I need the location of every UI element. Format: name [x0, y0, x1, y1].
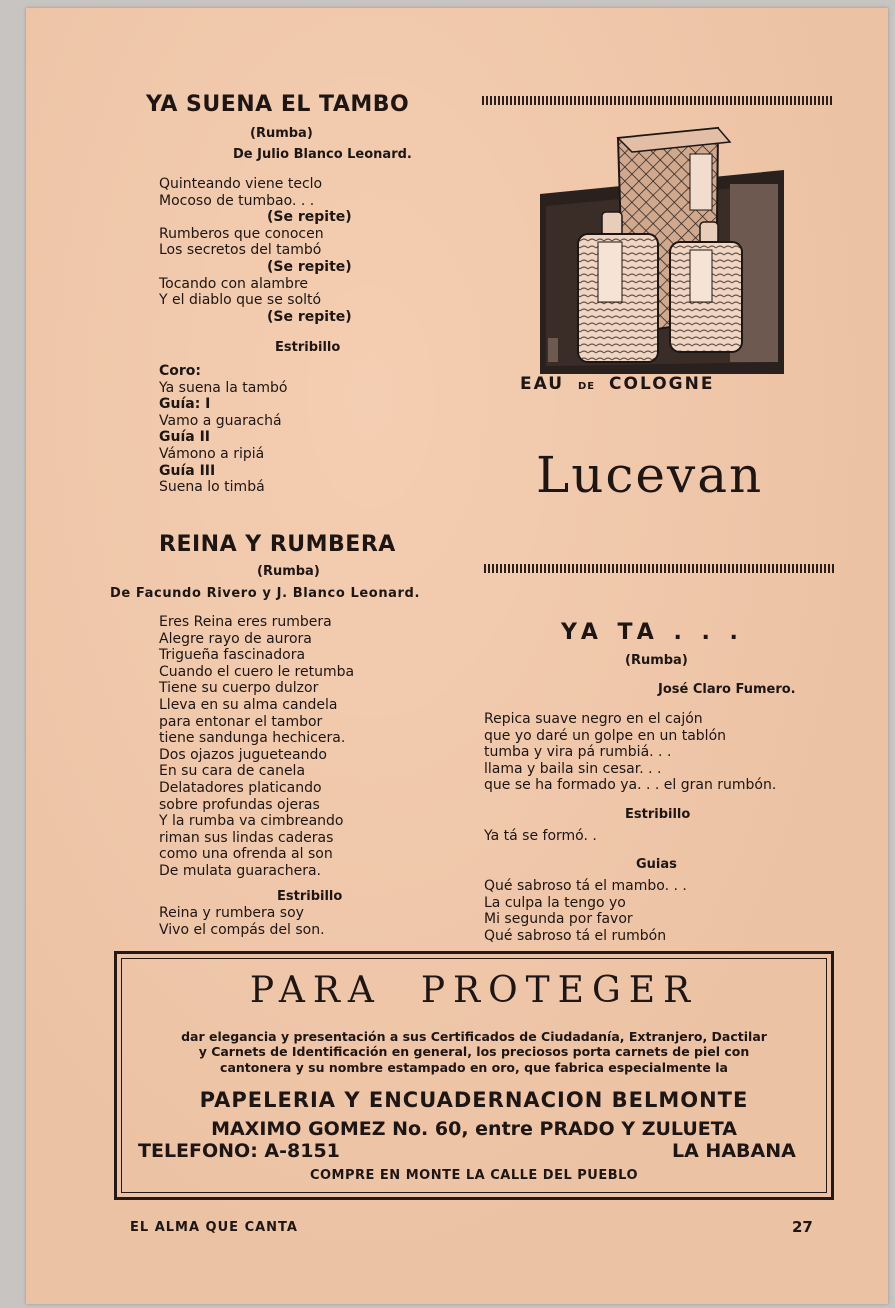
song1-title: YA SUENA EL TAMBO — [146, 92, 410, 117]
chorus-line: Vámono a ripiá — [159, 445, 265, 462]
ad-company: PAPELERIA Y ENCUADERNACION BELMONTE — [199, 1088, 749, 1112]
lyric-line: Mocoso de tumbao. . . — [159, 192, 315, 209]
song3-genre: (Rumba) — [625, 653, 688, 668]
page-number: 27 — [792, 1218, 813, 1236]
song1-chorus — [159, 363, 287, 496]
song1-verses — [159, 176, 352, 325]
bottles-icon — [540, 124, 784, 374]
lyric-line: (Se repite) — [267, 209, 352, 226]
lyric-line: (Se repite) — [267, 308, 352, 325]
lyric-line: para entonar el tambor — [159, 713, 323, 730]
chorus-line: Ya tá se formó. . — [484, 828, 597, 844]
chorus-line: Guía II — [159, 429, 210, 446]
ad-bottom-rule — [484, 564, 834, 573]
ad-body-text — [124, 1029, 824, 1075]
ad-body-line: dar elegancia y presentación a sus Certificados de Ciudadanía, Extranjero, Dactilar — [181, 1029, 767, 1044]
lyric-line: riman sus lindas caderas — [159, 829, 334, 846]
lyric-line: Repica suave negro en el cajón — [484, 711, 703, 727]
lyric-line: Tocando con alambre — [159, 275, 309, 292]
song3-verses — [484, 711, 776, 794]
song1-genre: (Rumba) — [250, 126, 313, 141]
song2-genre: (Rumba) — [257, 564, 320, 579]
lyric-line: tiene sandunga hechicera. — [159, 730, 346, 747]
lyric-line: Y el diablo que se soltó — [159, 292, 322, 309]
lyric-line: De mulata guarachera. — [159, 862, 321, 879]
ad-city: LA HABANA — [672, 1140, 796, 1162]
lyric-line: que yo daré un golpe en un tablón — [484, 727, 727, 744]
guide-line: Mi segunda por favor — [484, 911, 633, 928]
lyric-line: En su cara de canela — [159, 763, 306, 780]
lyric-line: Y la rumba va cimbreando — [159, 813, 344, 830]
lyric-line: Alegre rayo de aurora — [159, 630, 312, 647]
song2-title: REINA Y RUMBERA — [159, 532, 396, 557]
song3-guides — [484, 878, 687, 944]
lyric-line: (Se repite) — [267, 258, 352, 275]
chorus-line: Suena lo timbá — [159, 479, 265, 496]
lyric-line: Lleva en su alma candela — [159, 696, 338, 713]
lyric-line: como una ofrenda al son — [159, 846, 333, 863]
ad-slogan: COMPRE EN MONTE LA CALLE DEL PUEBLO — [309, 1168, 639, 1183]
caption-de: DE — [577, 381, 596, 392]
lucevan-logo: Lucevan — [536, 446, 764, 504]
chorus-line: Vamo a guarachá — [159, 412, 282, 429]
song2-chorus-heading: Estribillo — [277, 889, 343, 904]
guide-line: Qué sabroso tá el rumbón — [484, 927, 667, 944]
ad-body-line: cantonera y su nombre estampado en oro, que fabrica especialmente la — [220, 1059, 728, 1075]
song1-author: De Julio Blanco Leonard. — [233, 147, 412, 162]
song3-author: José Claro Fumero. — [658, 682, 796, 697]
lyric-line: Dos ojazos jugueteando — [159, 746, 327, 763]
song1-chorus-heading: Estribillo — [275, 340, 341, 355]
cologne-bottles-illustration — [540, 124, 784, 374]
caption-cologne: COLOGNE — [609, 374, 715, 394]
lyric-line: que se ha formado ya. . . el gran rumbón. — [484, 777, 777, 794]
ad-address: MAXIMO GOMEZ No. 60, entre PRADO Y ZULUETA — [211, 1118, 737, 1140]
ad-headline: PARA PROTEGER — [249, 970, 699, 1011]
lyric-line: Los secretos del tambó — [159, 242, 322, 259]
lyric-line: Delatadores platicando — [159, 779, 322, 796]
lyric-line: Quinteando viene teclo — [159, 176, 323, 192]
chorus-line: Coro: — [159, 363, 202, 379]
song3-chorus — [484, 828, 597, 845]
lyric-line: Cuando el cuero le retumba — [159, 663, 355, 680]
chorus-line: Ya suena la tambó — [159, 379, 288, 396]
guide-line: Qué sabroso tá el mambo. . . — [484, 878, 687, 894]
lyric-line: sobre profundas ojeras — [159, 796, 320, 813]
lyric-line: Tiene su cuerpo dulzor — [159, 680, 319, 697]
guide-line: La culpa la tengo yo — [484, 894, 626, 911]
caption-eau: EAU — [520, 374, 565, 394]
chorus-line: Guía: I — [159, 396, 211, 413]
song2-author: De Facundo Rivero y J. Blanco Leonard. — [110, 586, 420, 601]
chorus-line: Guía III — [159, 462, 216, 479]
song2-verses — [159, 614, 354, 880]
song3-chorus-heading: Estribillo — [625, 807, 691, 822]
lyric-line: Rumberos que conocen — [159, 225, 324, 242]
song3-guides-heading: Guias — [636, 857, 677, 872]
magazine-page — [26, 8, 888, 1304]
song2-chorus — [159, 905, 325, 938]
ad-top-rule — [482, 96, 832, 105]
footer-publication: EL ALMA QUE CANTA — [130, 1220, 298, 1235]
chorus-line: Reina y rumbera soy — [159, 905, 304, 921]
ad-phone: TELEFONO: A-8151 — [138, 1140, 340, 1162]
chorus-line: Vivo el compás del son. — [159, 921, 325, 938]
lyric-line: llama y baila sin cesar. . . — [484, 760, 662, 777]
lyric-line: Eres Reina eres rumbera — [159, 614, 332, 630]
ad-body-line: y Carnets de Identificación en general, los preciosos porta carnets de piel con — [198, 1044, 750, 1060]
song3-title: YA TA . . . — [561, 620, 744, 645]
eau-de-cologne-caption — [520, 374, 800, 394]
lyric-line: Trigueña fascinadora — [159, 647, 306, 664]
lyric-line: tumba y vira pá rumbiá. . . — [484, 744, 672, 761]
